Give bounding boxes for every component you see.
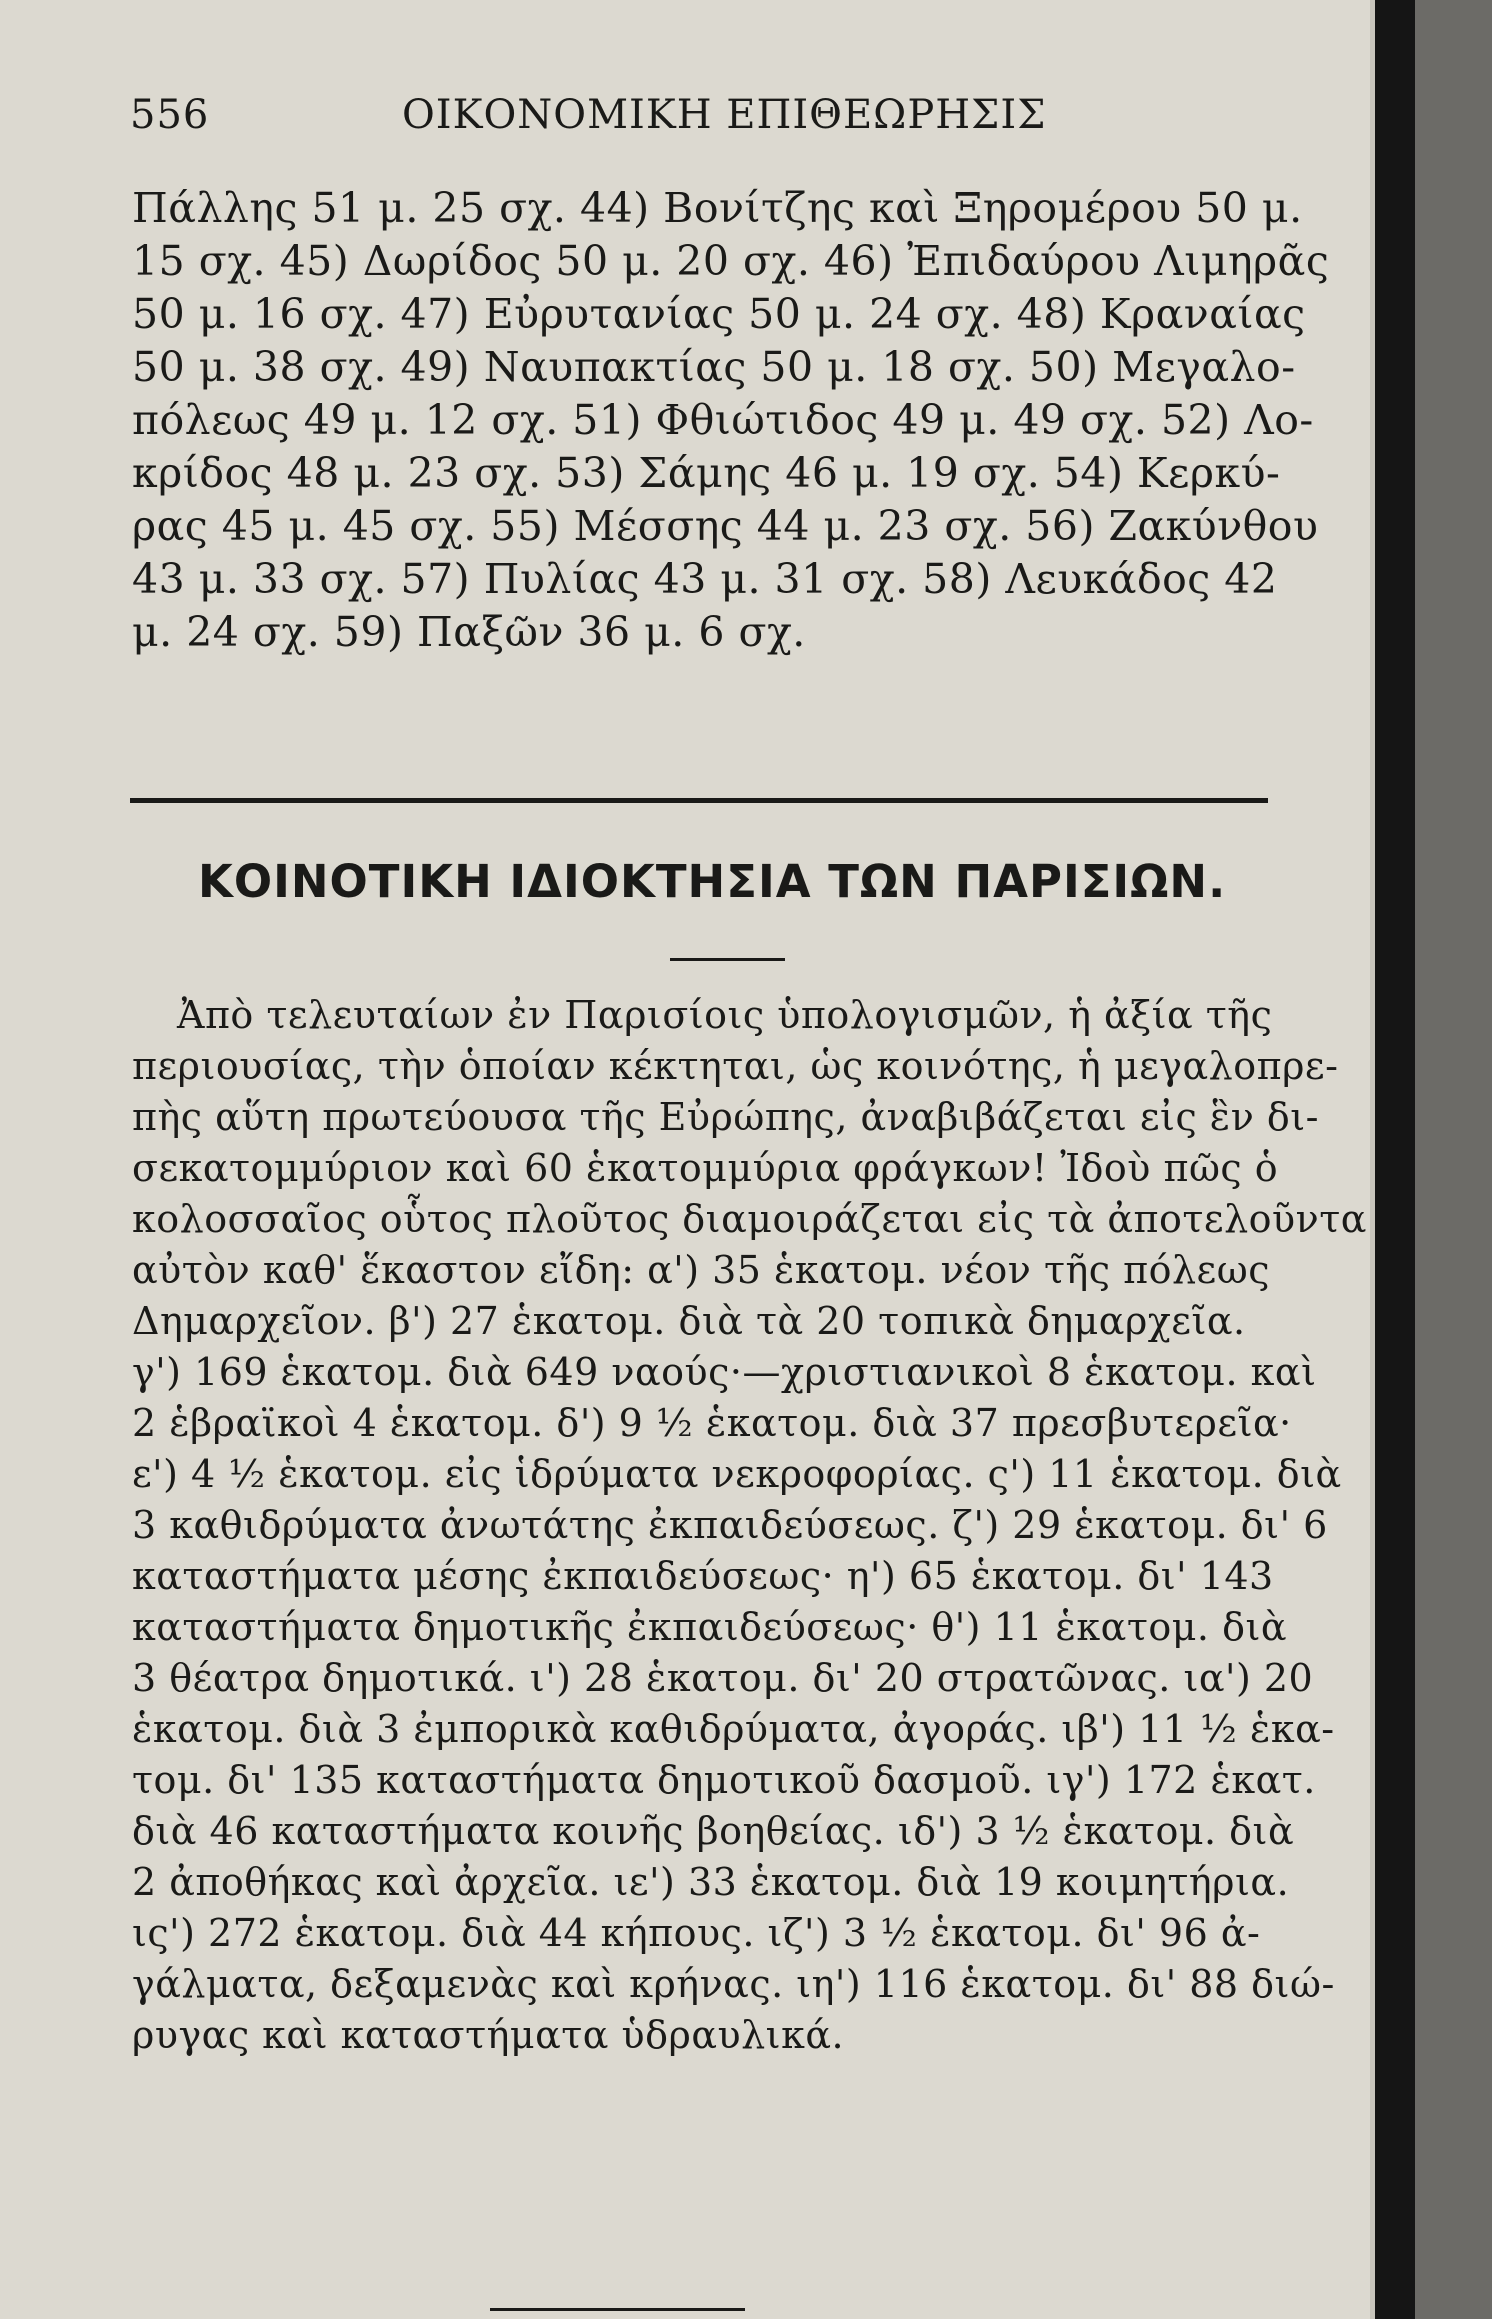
text-line: 2 ἀποθήκας καὶ ἀρχεῖα. ιε') 33 ἑκατομ. διὰ 19 κοιμητήρια. (132, 1860, 1290, 1904)
text-line: ις') 272 ἑκατομ. διὰ 44 κήπους. ιζ') 3 ½ ἑκατομ. δι' 96 ἀ- (132, 1911, 1261, 1955)
text-line: κρίδος 48 μ. 23 σχ. 53) Σάμης 46 μ. 19 σχ. 54) Κερκύ- (132, 449, 1281, 497)
title-underline (670, 958, 785, 961)
text-line: καταστήματα μέσης ἐκπαιδεύσεως· η') 65 ἑκατομ. δι' 143 (132, 1554, 1274, 1598)
text-line: πὴς αὕτη πρωτεύουσα τῆς Εὐρώπης, ἀναβιβάζεται εἰς ἓν δι- (132, 1095, 1319, 1139)
text-line: 50 μ. 16 σχ. 47) Εὐρυτανίας 50 μ. 24 σχ. 48) Κραναίας (132, 290, 1306, 338)
article-body (132, 990, 1367, 2061)
text-line: ρυγας καὶ καταστήματα ὑδραυλικά. (132, 2013, 845, 2057)
text-line: Δημαρχεῖον. β') 27 ἑκατομ. διὰ τὰ 20 τοπικὰ δημαρχεῖα. (132, 1299, 1246, 1343)
district-list-paragraph (132, 182, 1330, 659)
text-line: ρας 45 μ. 45 σχ. 55) Μέσσης 44 μ. 23 σχ. 56) Ζακύνθου (132, 502, 1319, 550)
section-title: ΚΟΙΝΟΤΙΚΗ ΙΔΙΟΚΤΗΣΙΑ ΤΩΝ ΠΑΡΙΣΙΩΝ. (198, 855, 1227, 908)
section-divider (130, 798, 1268, 803)
text-line: διὰ 46 καταστήματα κοινῆς βοηθείας. ιδ') 3 ½ ἑκατομ. διὰ (132, 1809, 1295, 1853)
text-line: 2 ἑβραϊκοὶ 4 ἑκατομ. δ') 9 ½ ἑκατομ. διὰ 37 πρεσβυτερεῖα· (132, 1401, 1292, 1445)
book-spine-edge (1415, 0, 1492, 2319)
text-line: 43 μ. 33 σχ. 57) Πυλίας 43 μ. 31 σχ. 58) Λευκάδος 42 (132, 555, 1278, 603)
running-head: ΟΙΚΟΝΟΜΙΚΗ ΕΠΙΘΕΩΡΗΣΙΣ (402, 92, 1047, 138)
text-line: 15 σχ. 45) Δωρίδος 50 μ. 20 σχ. 46) Ἐπιδαύρου Λιμηρᾶς (132, 237, 1330, 285)
text-line: ἑκατομ. διὰ 3 ἐμπορικὰ καθιδρύματα, ἀγοράς. ιβ') 11 ½ ἑκα- (132, 1707, 1335, 1751)
text-line: καταστήματα δημοτικῆς ἐκπαιδεύσεως· θ') 11 ἑκατομ. διὰ (132, 1605, 1288, 1649)
text-line: γ') 169 ἑκατομ. διὰ 649 ναούς·—χριστιανικοὶ 8 ἑκατομ. καὶ (132, 1350, 1317, 1394)
text-line: κολοσσαῖος οὗτος πλοῦτος διαμοιράζεται εἰς τὰ ἀποτελοῦντα (132, 1197, 1367, 1241)
text-line: μ. 24 σχ. 59) Παξῶν 36 μ. 6 σχ. (132, 608, 806, 656)
text-line: αὐτὸν καθ' ἕκαστον εἴδη: α') 35 ἑκατομ. νέον τῆς πόλεως (132, 1248, 1270, 1292)
book-gutter-shadow (1375, 0, 1415, 2319)
page-header (130, 92, 1280, 152)
text-line: Ἀπὸ τελευταίων ἐν Παρισίοις ὑπολογισμῶν, ἡ ἀξία τῆς (177, 993, 1273, 1037)
text-line: πόλεως 49 μ. 12 σχ. 51) Φθιώτιδος 49 μ. 49 σχ. 52) Λο- (132, 396, 1314, 444)
text-line: 3 θέατρα δημοτικά. ι') 28 ἑκατομ. δι' 20 στρατῶνας. ια') 20 (132, 1656, 1314, 1700)
text-line: τομ. δι' 135 καταστήματα δημοτικοῦ δασμοῦ. ιγ') 172 ἑκατ. (132, 1758, 1316, 1802)
text-line: γάλματα, δεξαμενὰς καὶ κρήνας. ιη') 116 ἑκατομ. δι' 88 διώ- (132, 1962, 1335, 2006)
text-line: περιουσίας, τὴν ὁποίαν κέκτηται, ὡς κοινότης, ἡ μεγαλοπρε- (132, 1044, 1339, 1088)
text-line: ε') 4 ½ ἑκατομ. εἰς ἱδρύματα νεκροφορίας. ς') 11 ἑκατομ. διὰ (132, 1452, 1342, 1496)
text-line: 3 καθιδρύματα ἀνωτάτης ἐκπαιδεύσεως. ζ') 29 ἑκατομ. δι' 6 (132, 1503, 1328, 1547)
text-line: 50 μ. 38 σχ. 49) Ναυπακτίας 50 μ. 18 σχ. 50) Μεγαλο- (132, 343, 1296, 391)
text-line: Πάλλης 51 μ. 25 σχ. 44) Βονίτζης καὶ Ξηρομέρου 50 μ. (132, 184, 1303, 232)
bottom-divider (490, 2308, 745, 2311)
text-line: σεκατομμύριον καὶ 60 ἑκατομμύρια φράγκων! Ἰδοὺ πῶς ὁ (132, 1146, 1279, 1190)
page-number: 556 (130, 92, 210, 138)
